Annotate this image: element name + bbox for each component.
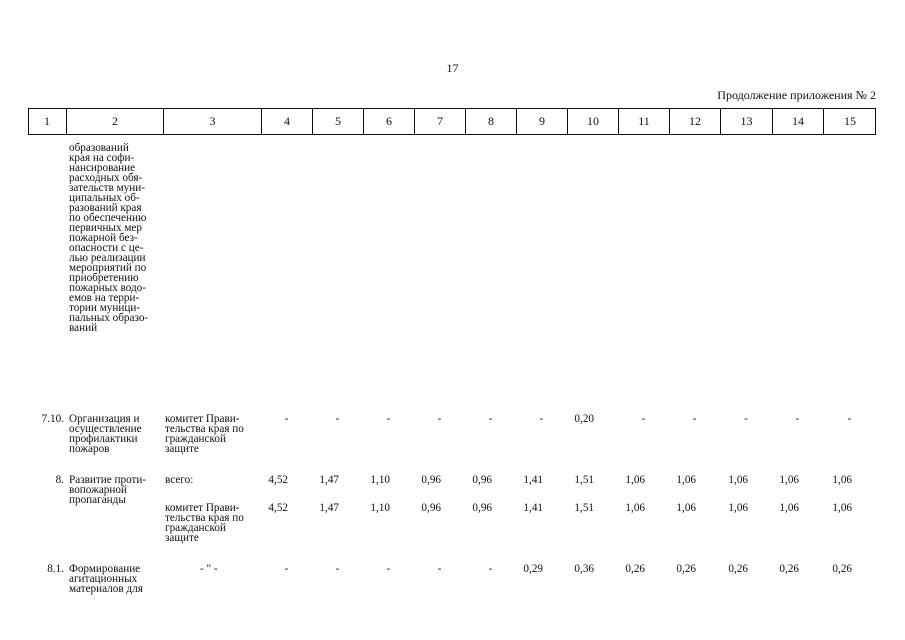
- continued-description-line: края на софи-: [69, 152, 135, 164]
- continued-description-line: первичных мер: [69, 222, 142, 234]
- value-cell-col-10: 1,51: [574, 502, 594, 514]
- row-number: 8.: [55, 474, 64, 486]
- value-cell-col-10: 0,36: [574, 563, 594, 575]
- continued-description-line: пожарной без-: [69, 232, 138, 244]
- row-executor-line: тельства края по: [165, 423, 244, 435]
- row-name-line: Формирование: [69, 563, 141, 575]
- header-col-5: 5: [312, 109, 363, 134]
- row-name-line: материалов для: [69, 583, 143, 595]
- value-cell-col-6: -: [386, 563, 391, 575]
- continued-description-line: емов на терри-: [69, 292, 140, 304]
- row-executor-line: комитет Прави-: [165, 502, 240, 514]
- continued-description-line: опасности с це-: [69, 242, 144, 254]
- value-cell-col-14: 1,06: [779, 502, 799, 514]
- value-cell-col-11: 1,06: [625, 474, 645, 486]
- continued-description-line: мероприятий по: [69, 262, 147, 274]
- value-cell-col-13: 0,26: [728, 563, 748, 575]
- row-executor-line: всего:: [165, 474, 194, 486]
- row-executor-line: - " -: [200, 563, 218, 575]
- appendix-continuation-note: Продолжение приложения № 2: [717, 88, 876, 102]
- continued-description-line: ваний: [69, 322, 98, 334]
- continued-description-line: разований края: [69, 202, 142, 214]
- continued-description-line: пожарных водо-: [69, 282, 146, 294]
- continued-description-line: приобретению: [69, 272, 139, 284]
- value-cell-col-8: -: [488, 413, 493, 425]
- value-cell-col-10: 0,20: [574, 413, 594, 425]
- continued-description-line: по обеспечению: [69, 212, 147, 224]
- value-cell-col-8: 0,96: [472, 474, 492, 486]
- header-col-7: 7: [414, 109, 465, 134]
- value-cell-col-12: 0,26: [676, 563, 696, 575]
- value-cell-col-12: 1,06: [676, 474, 696, 486]
- value-cell-col-12: -: [692, 413, 697, 425]
- header-col-6: 6: [363, 109, 414, 134]
- continued-description-line: тории муници-: [69, 302, 141, 314]
- row-number: 8.1.: [47, 563, 64, 575]
- value-cell-col-4: 4,52: [268, 474, 288, 486]
- value-cell-col-13: -: [744, 413, 748, 425]
- continued-description-line: образований: [69, 142, 129, 154]
- value-cell-col-5: 1,47: [319, 502, 339, 514]
- header-col-12: 12: [669, 109, 720, 134]
- value-cell-col-7: -: [437, 413, 442, 425]
- value-cell-col-5: -: [335, 563, 340, 575]
- value-cell-col-6: 1,10: [370, 474, 390, 486]
- header-col-8: 8: [465, 109, 516, 134]
- row-name-line: пожаров: [69, 443, 110, 455]
- header-col-10: 10: [567, 109, 618, 134]
- value-cell-col-5: -: [335, 413, 340, 425]
- row-name-line: агитационных: [69, 573, 138, 585]
- value-cell-col-4: 4,52: [268, 502, 288, 514]
- page-number: 17: [446, 61, 459, 75]
- value-cell-col-4: -: [284, 563, 289, 575]
- value-cell-col-6: -: [386, 413, 391, 425]
- value-cell-col-6: 1,10: [370, 502, 390, 514]
- row-number: 7.10.: [41, 413, 64, 425]
- value-cell-col-9: 0,29: [523, 563, 543, 575]
- value-cell-col-14: 1,06: [779, 474, 799, 486]
- header-col-1: 1: [44, 114, 50, 128]
- header-col-14: 14: [772, 109, 823, 134]
- row-name-line: Развитие проти-: [69, 474, 147, 486]
- value-cell-col-11: 1,06: [625, 502, 645, 514]
- value-cell-col-11: 0,26: [625, 563, 645, 575]
- value-cell-col-8: 0,96: [472, 502, 492, 514]
- value-cell-col-14: 0,26: [779, 563, 799, 575]
- value-cell-col-15: -: [847, 413, 852, 425]
- row-name-line: осуществление: [69, 423, 142, 435]
- value-cell-col-14: -: [795, 413, 800, 425]
- row-executor-line: защите: [165, 532, 199, 544]
- header-col-11: 11: [618, 109, 669, 134]
- continued-description-line: зательств муни-: [69, 182, 145, 194]
- value-cell-col-7: -: [437, 563, 442, 575]
- continued-description-line: нансирование: [69, 162, 136, 174]
- row-name-line: Организация и: [69, 413, 140, 425]
- header-col-9: 9: [516, 109, 567, 134]
- value-cell-col-9: -: [539, 413, 544, 425]
- row-executor-line: защите: [165, 443, 199, 455]
- continued-description-line: расходных обя-: [69, 172, 143, 184]
- value-cell-col-9: 1,41: [523, 474, 543, 486]
- value-cell-col-12: 1,06: [676, 502, 696, 514]
- value-cell-col-11: -: [641, 413, 646, 425]
- value-cell-col-7: 0,96: [421, 474, 441, 486]
- value-cell-col-13: 1,06: [728, 502, 748, 514]
- header-col-2: 2: [66, 109, 163, 134]
- header-col-15: 15: [823, 109, 876, 134]
- value-cell-col-4: -: [284, 413, 289, 425]
- row-executor-line: тельства края по: [165, 512, 244, 524]
- value-cell-col-7: 0,96: [421, 502, 441, 514]
- continued-description-line: пальных образо-: [69, 312, 149, 324]
- row-name-line: профилактики: [69, 433, 138, 445]
- value-cell-col-15: 1,06: [832, 474, 852, 486]
- row-name-line: вопожарной: [69, 484, 127, 496]
- header-col-3: 3: [163, 109, 261, 134]
- continued-description-line: лью реализации: [69, 252, 146, 264]
- row-executor-line: гражданской: [165, 522, 226, 534]
- header-col-13: 13: [720, 109, 772, 134]
- value-cell-col-13: 1,06: [728, 474, 748, 486]
- value-cell-col-8: -: [488, 563, 493, 575]
- table-header-row: [28, 108, 876, 135]
- continued-description-line: ципальных об-: [69, 192, 140, 204]
- header-col-4: 4: [261, 109, 312, 134]
- value-cell-col-15: 1,06: [832, 502, 852, 514]
- value-cell-col-10: 1,51: [574, 474, 594, 486]
- row-executor-line: гражданской: [165, 433, 226, 445]
- value-cell-col-5: 1,47: [319, 474, 339, 486]
- row-executor-line: комитет Прави-: [165, 413, 240, 425]
- row-name-line: пропаганды: [69, 494, 126, 506]
- value-cell-col-15: 0,26: [832, 563, 852, 575]
- value-cell-col-9: 1,41: [523, 502, 543, 514]
